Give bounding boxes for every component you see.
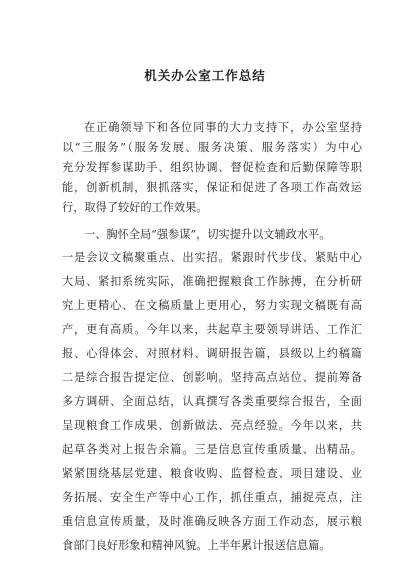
paragraph-line: 大局、紧扣系统实际，准确把握粮食工作脉搏，在分析研	[62, 275, 362, 288]
document-title: 机关办公室工作总结	[144, 68, 266, 83]
paragraph-line: 产，更有高质。今年以来，共起草主要领导讲话、工作汇	[62, 323, 362, 336]
section-heading-line: 一、胸怀全局“强参谋”，切实提升以文辅政水平。	[84, 228, 331, 241]
paragraph-line: 行，取得了较好的工作效果。	[62, 201, 208, 214]
paragraph-line: 究上更精心、在文稿质量上更用心，努力实现文稿既有高	[62, 299, 362, 312]
paragraph-line: 务拓展、安全生产等中心工作，抓住重点，捕捉亮点，注	[62, 491, 362, 504]
paragraph-line: 重信息宣传质量，及时准确反映各方面工作动态，展示粮	[62, 515, 362, 528]
paragraph-line: 起草各类对上报告余篇。三是信息宣传重质量、出精品。	[62, 443, 362, 456]
paragraph-line: 紧紧围绕基层党建、粮食收购、监督检查、项目建设、业	[62, 467, 362, 480]
paragraph-line: 呈现粮食工作成果、创新做法、亮点经验。今年以来，共	[62, 419, 362, 432]
paragraph-line: 二是综合报告提定位、创影响。坚持高点站位、提前筹备	[62, 371, 362, 384]
paragraph-line: 食部门良好形象和精神风貌。上半年累计报送信息篇。	[62, 539, 331, 552]
paragraph-line: 一是会议文稿聚重点、出实招。紧跟时代步伐、紧贴中心	[62, 251, 362, 264]
paragraph-line: 以“三服务”（服务发展、服务决策、服务落实）为中心	[62, 141, 362, 154]
paragraph-line: 报、心得体会、对照材料、调研报告篇，县级以上约稿篇	[62, 347, 362, 360]
paragraph-line: 能，创新机制，狠抓落实，保证和促进了各项工作高效运	[62, 181, 362, 194]
paragraph-line: 多方调研、全面总结，认真撰写各类重要综合报告，全面	[62, 395, 362, 408]
paragraph-line: 在正确领导下和各位同事的大力支持下，办公室坚持	[84, 121, 362, 134]
paragraph-line: 充分发挥参谋助手、组织协调、督促检查和后勤保障等职	[62, 161, 362, 174]
